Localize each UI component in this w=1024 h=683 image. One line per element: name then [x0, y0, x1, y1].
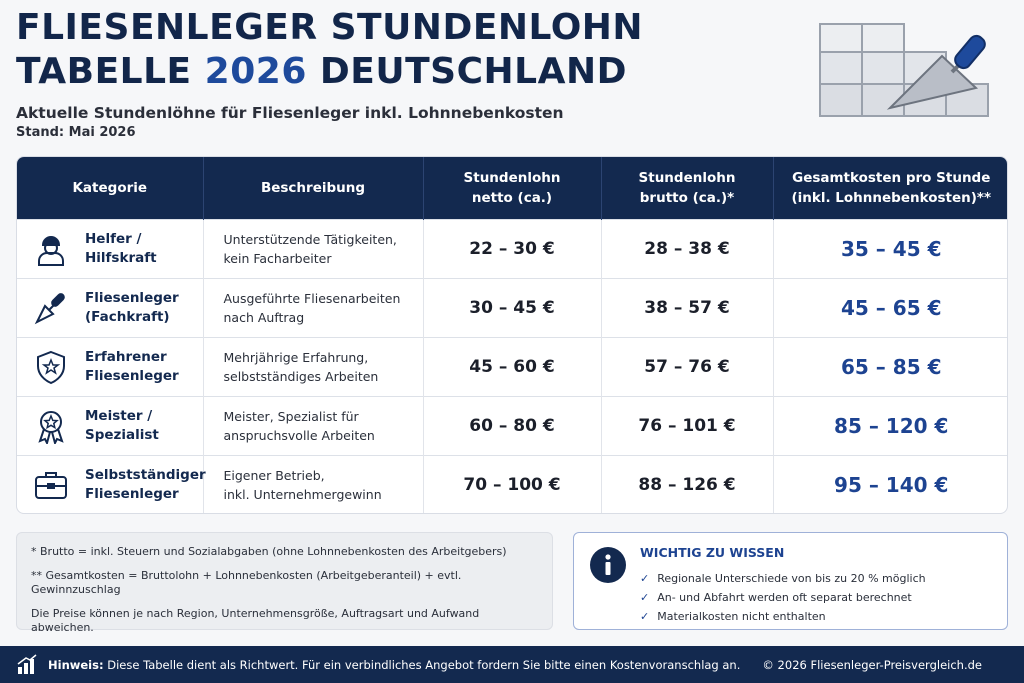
category-wrap [17, 465, 206, 505]
brutto-cell: 88 – 126 € [601, 455, 773, 514]
total-cell: 35 – 45 € [841, 236, 942, 261]
footer-hint [48, 658, 740, 672]
description-cell: Meister, Spezialist für anspruchsvolle Arbeiten [203, 396, 423, 455]
header-netto-label: Stundenlohn netto (ca.) [463, 169, 561, 206]
header-beschreibung: Beschreibung [203, 157, 423, 219]
category-wrap [17, 288, 203, 328]
header-netto [423, 157, 601, 219]
description-cell: Mehrjährige Erfahrung, selbstständiges Arbeiten [203, 337, 423, 396]
header [16, 6, 776, 140]
brutto-cell: 38 – 57 € [601, 278, 773, 337]
category-cell [17, 455, 206, 514]
footnotes-box [16, 532, 553, 634]
netto-cell: 60 – 80 € [423, 396, 601, 455]
description-cell: Ausgeführte Fliesenarbeiten nach Auftrag [203, 278, 423, 337]
table-row [17, 219, 1008, 278]
description-cell: Unterstützende Tätigkeiten, kein Facharbeiter [203, 219, 423, 278]
footnote-gesamtkosten: ** Gesamtkosten = Bruttolohn + Lohnnebenkosten (Arbeitgeberanteil) + evtl. Gewinnzuschlag [31, 569, 462, 596]
header-brutto-label: Stundenlohn brutto (ca.)* [638, 169, 736, 206]
footer-copyright: © 2026 Fliesenleger-Preisvergleich.de [762, 657, 982, 672]
list-item [640, 607, 926, 626]
title-line-1: FLIESENLEGER STUNDENLOHN [16, 7, 644, 48]
info-list [640, 569, 926, 626]
worker-icon [31, 229, 71, 269]
header-gesamtkosten-label: Gesamtkosten pro Stunde (inkl. Lohnnebenkosten)** [791, 169, 992, 206]
header-brutto [601, 157, 773, 219]
category-label: Erfahrener Fliesenleger [85, 348, 179, 384]
info-title: WICHTIG ZU WISSEN [640, 545, 785, 560]
netto-cell: 22 – 30 € [423, 219, 601, 278]
page-title [16, 6, 776, 94]
subtitle: Aktuelle Stundenlöhne für Fliesenleger inkl. Lohnnebenkosten [16, 104, 564, 122]
netto-cell: 45 – 60 € [423, 337, 601, 396]
table-row [17, 396, 1008, 455]
table-header-row [17, 157, 1008, 219]
list-item [640, 569, 926, 588]
category-label: Meister / Spezialist [85, 407, 159, 443]
award-ribbon-icon [31, 406, 71, 446]
footnote-brutto: * Brutto = inkl. Steuern und Sozialabgaben (ohne Lohnnebenkosten des Arbeitgebers) [31, 545, 507, 558]
bar-chart-icon [16, 654, 38, 676]
briefcase-icon [31, 465, 71, 505]
table-row [17, 455, 1008, 514]
total-cell: 45 – 65 € [841, 295, 942, 320]
category-label: Helfer / Hilfskraft [85, 230, 157, 266]
check-icon: ✓ [640, 591, 650, 604]
list-item [640, 588, 926, 607]
category-cell [17, 278, 203, 337]
brutto-cell: 57 – 76 € [601, 337, 773, 396]
category-wrap [17, 406, 203, 446]
category-wrap [17, 347, 203, 387]
shield-star-icon [31, 347, 71, 387]
info-item-text: Regionale Unterschiede von bis zu 20 % möglich [657, 572, 926, 585]
description-cell: Eigener Betrieb, inkl. Unternehmergewinn [203, 455, 423, 514]
footer-bar [0, 646, 1024, 683]
info-box [573, 532, 1008, 630]
total-cell: 85 – 120 € [834, 413, 949, 438]
brutto-cell: 28 – 38 € [601, 219, 773, 278]
footer-hint-label: Hinweis: [48, 657, 104, 672]
category-wrap [17, 229, 203, 269]
header-kategorie: Kategorie [17, 157, 203, 219]
check-icon: ✓ [640, 572, 650, 585]
category-cell [17, 396, 203, 455]
info-item-text: An- und Abfahrt werden oft separat berechnet [657, 591, 912, 604]
category-label: Fliesenleger (Fachkraft) [85, 289, 179, 325]
trowel-icon [31, 288, 71, 328]
brutto-cell: 76 – 101 € [601, 396, 773, 455]
title-part-a: TABELLE [16, 51, 205, 92]
netto-cell: 70 – 100 € [423, 455, 601, 514]
category-cell [17, 219, 203, 278]
table-row [17, 337, 1008, 396]
category-cell [17, 337, 203, 396]
table-row [17, 278, 1008, 337]
wage-table [16, 156, 1008, 514]
total-cell: 95 – 140 € [834, 472, 949, 497]
check-icon: ✓ [640, 610, 650, 623]
footer-hint-text: Diese Tabelle dient als Richtwert. Für ein verbindliches Angebot fordern Sie bitte einen Kostenvoranschlag an. [103, 657, 741, 672]
title-year: 2026 [204, 51, 307, 92]
netto-cell: 30 – 45 € [423, 278, 601, 337]
category-label: Selbstständiger Fliesenleger [85, 466, 206, 502]
footnote-preise: Die Preise können je nach Region, Unternehmensgröße, Auftragsart und Aufwand abweichen. [31, 607, 480, 634]
info-icon [590, 547, 626, 583]
info-item-text: Materialkosten nicht enthalten [657, 610, 826, 623]
tiles-trowel-illustration [812, 16, 1012, 128]
title-part-b: DEUTSCHLAND [306, 51, 627, 92]
total-cell: 65 – 85 € [841, 354, 942, 379]
header-gesamtkosten [773, 157, 1008, 219]
stand-date: Stand: Mai 2026 [16, 125, 136, 140]
title-line-2 [16, 50, 776, 94]
